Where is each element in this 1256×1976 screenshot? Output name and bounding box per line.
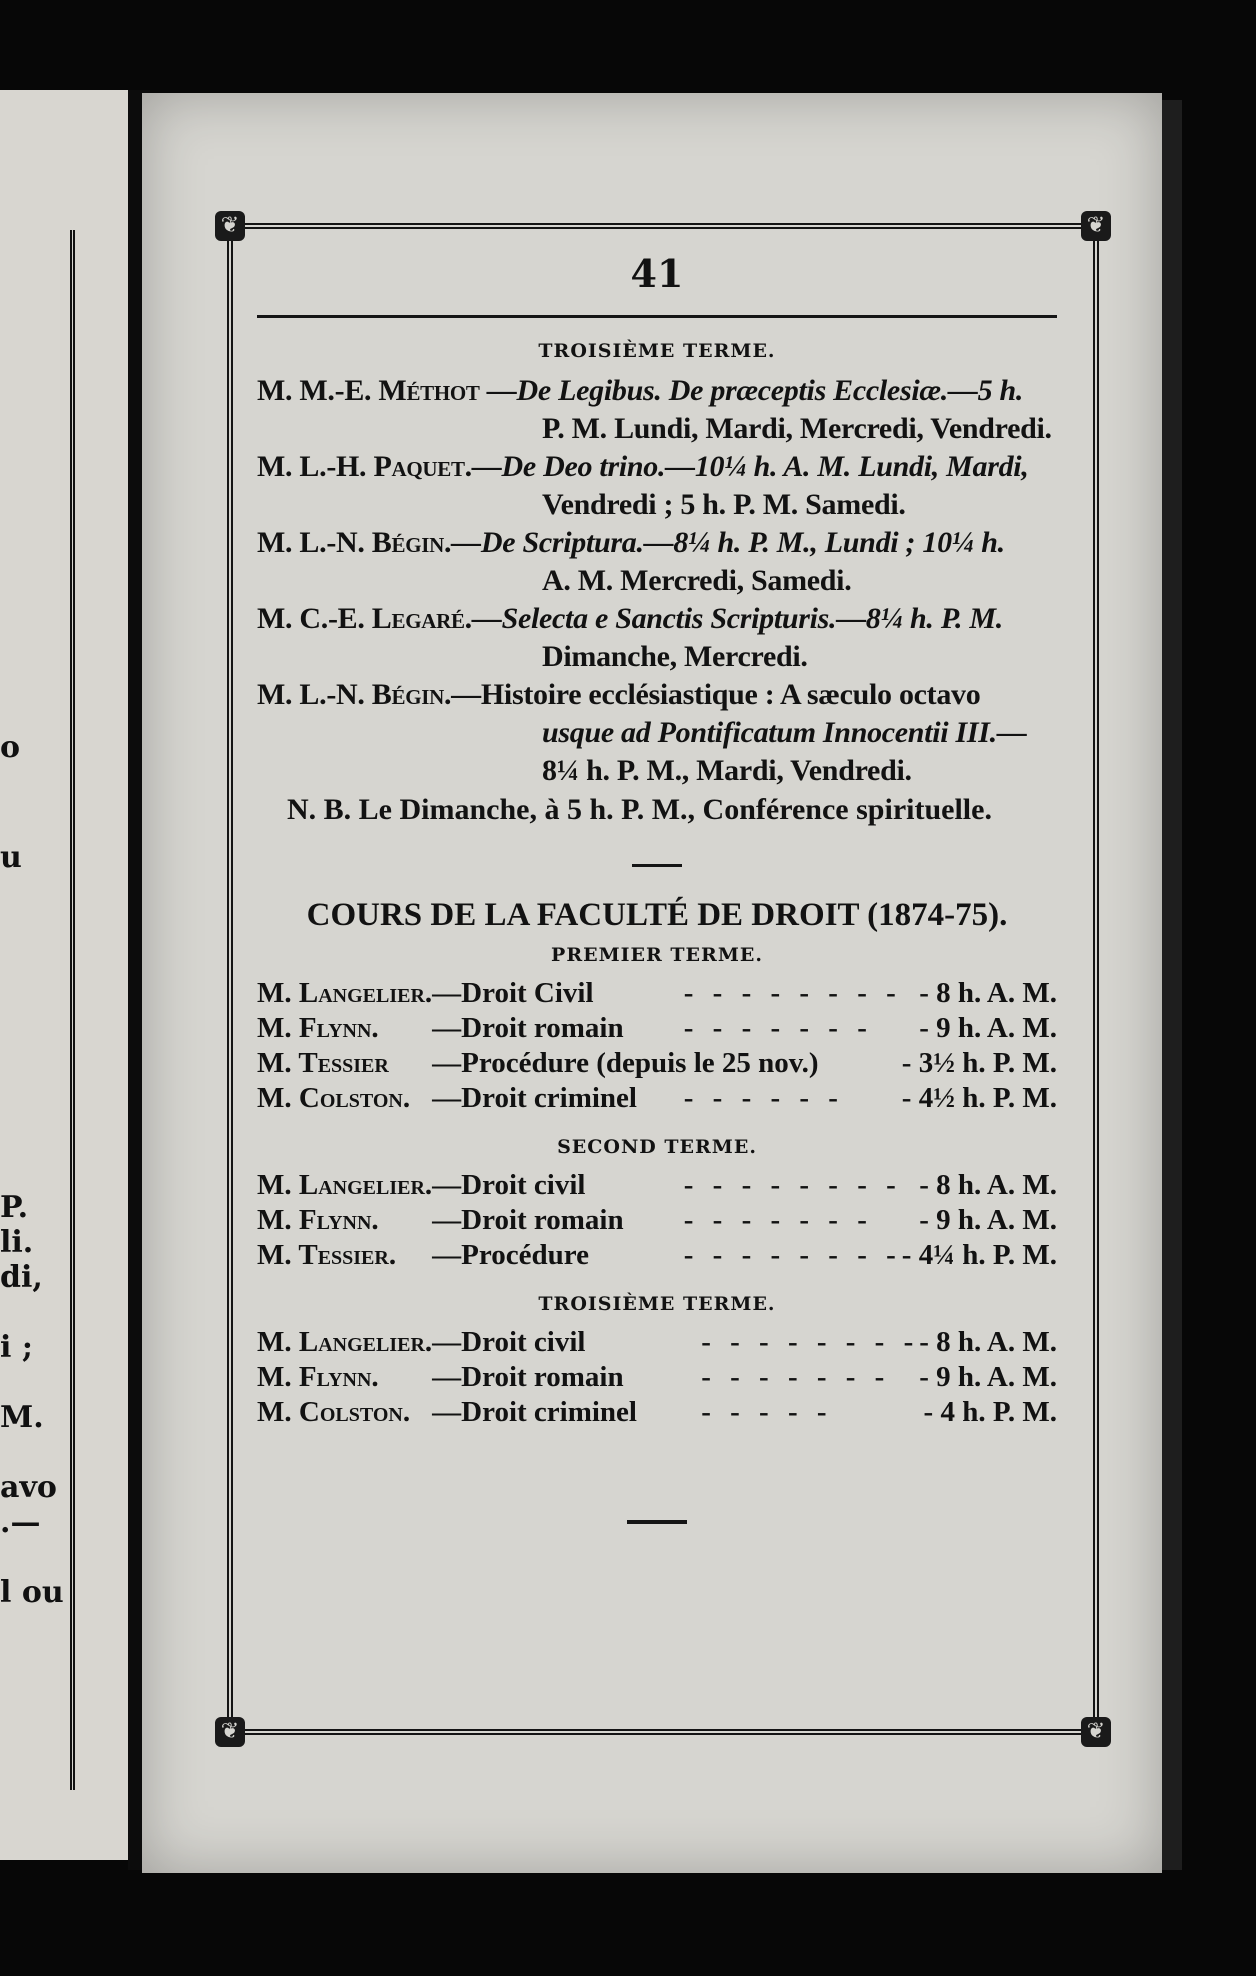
- book-page: [142, 93, 1162, 1873]
- left-facing-page: [0, 90, 128, 1860]
- course-name: —Droit romain: [432, 1204, 624, 1236]
- leader-dots: - - - - - -: [683, 1082, 844, 1114]
- professor-name: M. Tessier.: [257, 1239, 397, 1271]
- margin-fragment: M.: [0, 1400, 44, 1435]
- margin-fragment: di,: [0, 1260, 43, 1295]
- table-row: [257, 1360, 1057, 1395]
- course-line: —De Scriptura.—8¼ h. P. M., Lundi ; 10¼ h.: [451, 526, 1005, 559]
- margin-fragment: .—: [0, 1505, 41, 1540]
- professor-name: M. Langelier.: [257, 1326, 433, 1358]
- professor-name: M. L.-N. Bégin.: [257, 678, 452, 711]
- course-line: —De Legibus. De præceptis Ecclesiæ.—5 h.: [486, 374, 1024, 407]
- leader-dots: - - - - - - -: [701, 1361, 891, 1393]
- end-divider: [627, 1520, 687, 1524]
- professor-name: M. Flynn.: [257, 1361, 379, 1393]
- header-rule: [257, 315, 1057, 318]
- margin-fragment: u: [0, 840, 22, 875]
- margin-fragment: li.: [0, 1225, 34, 1260]
- course-name: —Droit civil: [432, 1326, 586, 1358]
- course-line: —Selecta e Sanctis Scripturis.—8¼ h. P. M.: [471, 602, 1003, 635]
- term-heading: PREMIER TERME.: [551, 944, 763, 966]
- professor-name: M. L.-N. Bégin.: [257, 526, 452, 559]
- leader-dots: - - - - - - - -: [701, 1326, 920, 1358]
- course-entry: [257, 372, 1057, 448]
- schedule-table: [257, 1168, 1057, 1273]
- professor-name: M. Flynn.: [257, 1204, 379, 1236]
- course-time: - 4 h. P. M.: [923, 1396, 1057, 1428]
- table-row: [257, 1168, 1057, 1203]
- professor-name: M. Tessier: [257, 1047, 389, 1079]
- professor-name: M. Colston.: [257, 1396, 411, 1428]
- course-entry: [257, 524, 1057, 600]
- professor-name: M. M.-E. Méthot: [257, 374, 480, 407]
- leader-dots: - - - - - - - -: [683, 1169, 902, 1201]
- table-row: [257, 1046, 1057, 1081]
- course-line: A. M. Mercredi, Samedi.: [542, 564, 852, 597]
- course-time: - 8 h. A. M.: [919, 1326, 1057, 1358]
- page-edge: [1162, 100, 1182, 1870]
- margin-fragment: avo: [0, 1470, 57, 1505]
- page-number: 41: [630, 251, 684, 296]
- course-line: Dimanche, Mercredi.: [542, 640, 808, 673]
- course-time: - 9 h. A. M.: [919, 1361, 1057, 1393]
- faculty-title: COURS DE LA FACULTÉ DE DROIT (1874-75).: [306, 897, 1008, 933]
- course-name: —Droit criminel: [432, 1082, 637, 1114]
- course-name: —Droit Civil: [432, 977, 594, 1009]
- term-heading: SECOND TERME.: [557, 1136, 757, 1158]
- course-line: Vendredi ; 5 h. P. M. Samedi.: [542, 488, 906, 521]
- margin-fragment: o: [0, 730, 21, 765]
- left-page-border: [0, 230, 75, 1790]
- leader-dots: - - - - - - -: [683, 1204, 873, 1236]
- margin-fragment: l ou: [0, 1575, 64, 1610]
- leader-dots: - - - - - - - -: [683, 1239, 902, 1271]
- course-name: —Droit civil: [432, 1169, 586, 1201]
- term-heading: TROISIÈME TERME.: [538, 1293, 776, 1315]
- course-name: —Droit romain: [432, 1012, 624, 1044]
- course-name: —Procédure: [432, 1239, 589, 1271]
- course-line: 8¼ h. P. M., Mardi, Vendredi.: [542, 754, 912, 787]
- table-row: [257, 1011, 1057, 1046]
- course-time: - 9 h. A. M.: [919, 1204, 1057, 1236]
- leader-dots: - - - - - - -: [683, 1012, 873, 1044]
- course-name: —Droit romain: [432, 1361, 624, 1393]
- course-line: P. M. Lundi, Mardi, Mercredi, Vendredi.: [542, 412, 1052, 445]
- note-line: N. B. Le Dimanche, à 5 h. P. M., Conférence spirituelle.: [287, 793, 992, 826]
- page-content: [257, 243, 1057, 1524]
- ornament-icon: ❦: [1081, 1717, 1111, 1747]
- professor-name: M. Langelier.: [257, 1169, 433, 1201]
- professor-name: M. C.-E. Legaré.: [257, 602, 472, 635]
- course-entry: [257, 676, 1057, 790]
- course-time: - 3½ h. P. M.: [901, 1047, 1057, 1079]
- course-line: —Histoire ecclésiastique : A sæculo octavo: [451, 678, 981, 711]
- table-row: [257, 1395, 1057, 1430]
- course-time: - 9 h. A. M.: [919, 1012, 1057, 1044]
- ornament-icon: ❦: [215, 211, 245, 241]
- professor-name: M. L.-H. Paquet.: [257, 450, 472, 483]
- course-time: - 4½ h. P. M.: [901, 1082, 1057, 1114]
- course-entry: [257, 448, 1057, 524]
- professor-name: M. Langelier.: [257, 977, 433, 1009]
- course-time: - 4¼ h. P. M.: [901, 1239, 1057, 1271]
- table-row: [257, 1238, 1057, 1273]
- course-time: - 8 h. A. M.: [919, 977, 1057, 1009]
- course-entry: [257, 600, 1057, 676]
- course-line: usque ad Pontificatum Innocentii III.—: [542, 716, 1027, 749]
- term-heading: TROISIÈME TERME.: [538, 340, 776, 362]
- ornament-icon: ❦: [1081, 211, 1111, 241]
- course-name: —Droit criminel: [432, 1396, 637, 1428]
- table-row: [257, 1325, 1057, 1360]
- section-divider: [632, 864, 682, 867]
- table-row: [257, 1081, 1057, 1116]
- professor-name: M. Flynn.: [257, 1012, 379, 1044]
- margin-fragment: i ;: [0, 1330, 33, 1365]
- professor-name: M. Colston.: [257, 1082, 411, 1114]
- leader-dots: - - - - - - - -: [683, 977, 902, 1009]
- course-line: —De Deo trino.—10¼ h. A. M. Lundi, Mardi,: [471, 450, 1029, 483]
- leader-dots: - - - - -: [701, 1396, 833, 1428]
- ornament-icon: ❦: [215, 1717, 245, 1747]
- course-time: - 8 h. A. M.: [919, 1169, 1057, 1201]
- course-name: —Procédure (depuis le 25 nov.): [432, 1047, 819, 1079]
- schedule-table: [257, 1325, 1057, 1430]
- schedule-table: [257, 976, 1057, 1116]
- table-row: [257, 1203, 1057, 1238]
- margin-fragment: P.: [0, 1190, 29, 1225]
- table-row: [257, 976, 1057, 1011]
